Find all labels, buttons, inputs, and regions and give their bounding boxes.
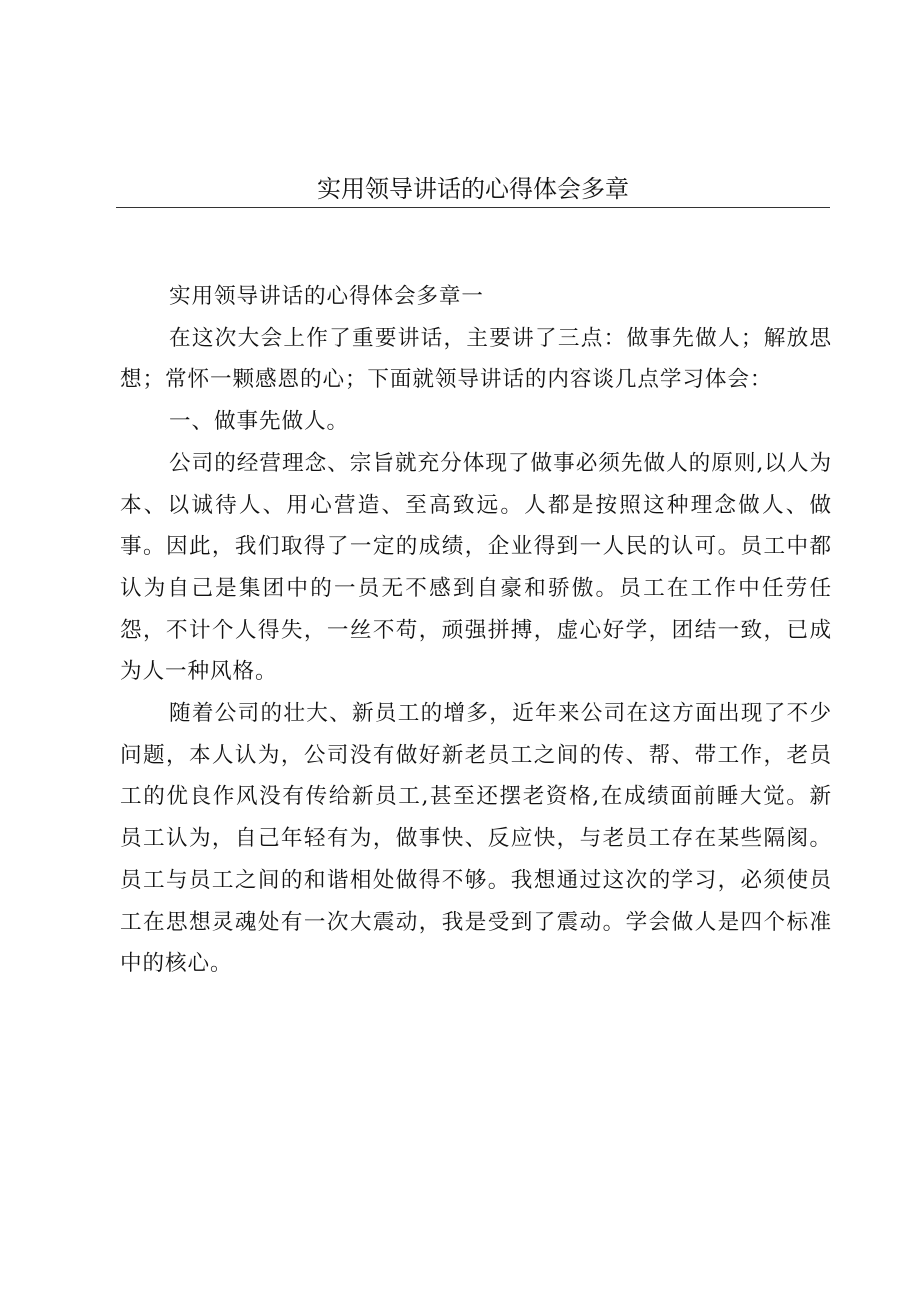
document-body [120, 276, 832, 985]
document-title: 实用领导讲话的心得体会多章 [317, 175, 629, 203]
title-block [116, 172, 830, 208]
subsection-heading: 一、做事先做人。 [169, 409, 349, 435]
section-heading: 实用领导讲话的心得体会多章一 [169, 284, 484, 309]
paragraph: 公司的经营理念、宗旨就充分体现了做事必须先做人的原则,以人为本、以诚待人、用心营造、至高致远。人都是按照这种理念做人、做事。因此，我们取得了一定的成绩，企业得到一人民的认可。员工中都认为自己是集团中的一员无不感到自豪和骄傲。员工在工作中任劳任怨，不计个人得失，一丝不苟，顽强拼搏，虚心好学，团结一致，已成为人一种风格。 [120, 450, 832, 685]
paragraph: 随着公司的壮大、新员工的增多，近年来公司在这方面出现了不少问题，本人认为，公司没有做好新老员工之间的传、帮、带工作，老员工的优良作风没有传给新员工,甚至还摆老资格,在成绩面前睡大觉。新员工认为，自己年轻有为，做事快、反应快，与老员工存在某些隔阂。员工与员工之间的和谐相处做得不够。我想通过这次的学习，必须使员工在思想灵魂处有一次大震动，我是受到了震动。学会做人是四个标准中的核心。 [120, 701, 832, 977]
paragraph: 在这次大会上作了重要讲话，主要讲了三点：做事先做人；解放思想；常怀一颗感恩的心；下面就领导讲话的内容谈几点学习体会： [120, 325, 832, 393]
